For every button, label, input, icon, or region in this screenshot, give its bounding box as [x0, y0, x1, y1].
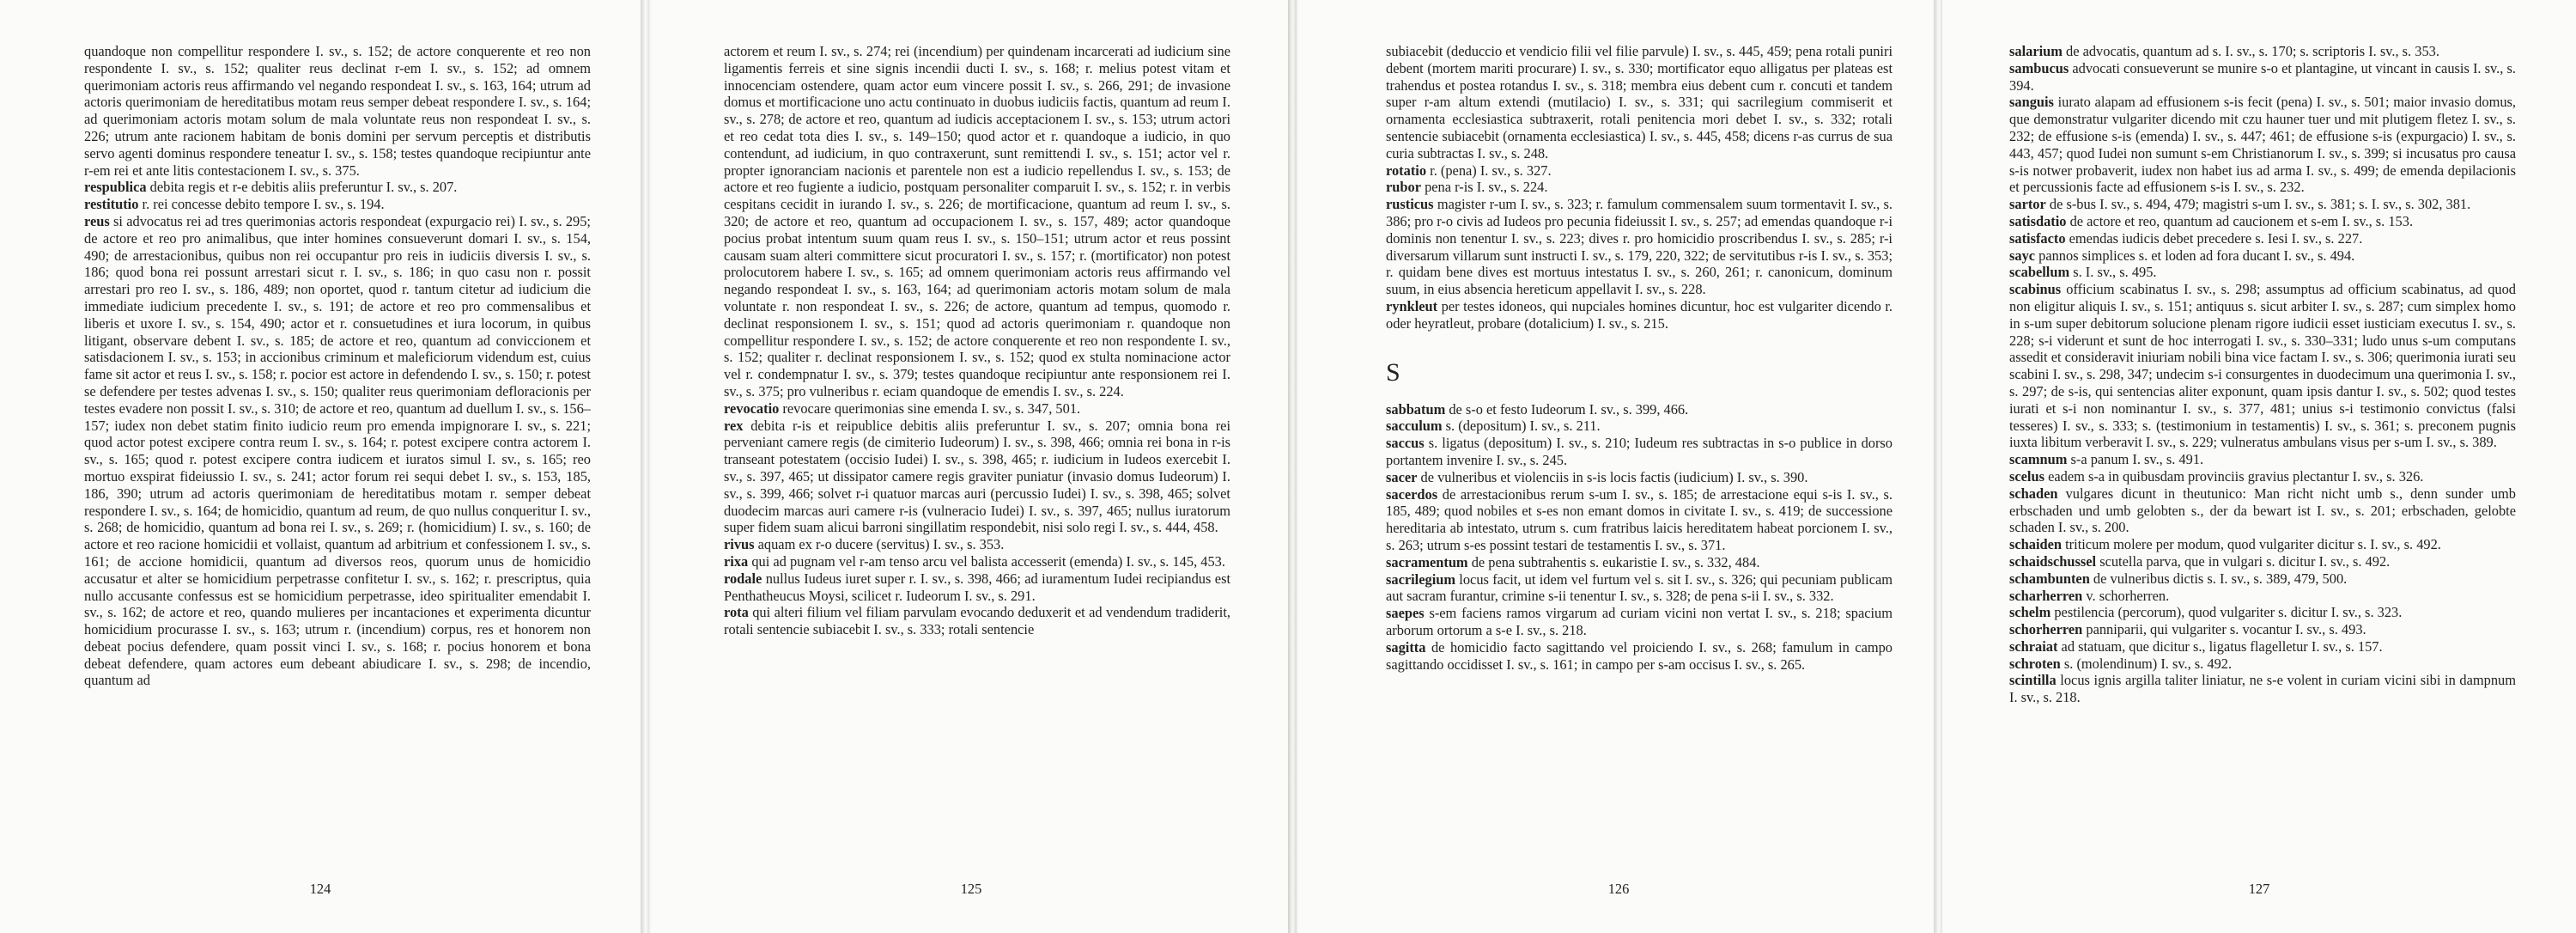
entry: scamnum s-a panum I. sv., s. 491. — [2009, 451, 2204, 468]
page-124 — [0, 0, 641, 933]
page-126 — [1298, 0, 1939, 933]
entry: rusticus magister r-um I. sv., s. 323; r. famulum commensalem suum tormentavit I. sv., s. 386; pro r-o civis ad Iudeos pro pecunia fideiussit I. sv., s. 257; ad emendas quandoque r-i dominis non tenentur I. sv., s. 223; dives r. pro homicidio proscribendus I. sv., s. 285; r-i diversarum villarum sunt instructi I. sv., s. 179, 220, 322; de servitutibus r-is I. sv., s. 353; r. quidam bene dives est mortuus intestatus I. sv., s. 260, 261; r. canonicum, dominum suum, in eius absencia hereticum appellavit I. sv., s. 228. — [1386, 196, 1893, 298]
entry: sacramentum de pena subtrahentis s. eukaristie I. sv., s. 332, 484. — [1386, 553, 1760, 570]
entry: rubor pena r-is I. sv., s. 224. — [1386, 179, 1548, 196]
page-gutter — [1934, 0, 1942, 933]
entry: schaden vulgares dicunt in theutunico: Man richt nicht umb s., denn sunder umb erbschaden und umb gelobten s., der da bewart ist I. sv., s. 201; erbschaden, gelobte schaden I. sv., s. 200. — [2009, 485, 2516, 536]
entry: respublica debita regis et r-e debitis aliis preferuntur I. sv., s. 207. — [84, 179, 458, 196]
entry: sambucus advocati consueverunt se munire s-o et plantagine, ut vincant in causis I. sv., s. 394. — [2009, 59, 2516, 94]
entry: sagitta de homicidio facto sagittando vel proiciendo I. sv., s. 268; famulum in campo sagittando occidisset I. sv., s. 161; in campo per s-am occisus I. sv., s. 265. — [1386, 638, 1893, 673]
entry: rodale nullus Iudeus iuret super r. I. sv., s. 398, 466; ad iuramentum Iudei recipiandus est Penthatheucus Moysi, scilicet r. Iudeorum I. sv., s. 291. — [724, 570, 1230, 604]
entry: sabbatum de s-o et festo Iudeorum I. sv., s. 399, 466. — [1386, 400, 1689, 418]
section-letter: S — [1386, 357, 1400, 387]
entry: sayc pannos simplices s. et loden ad fora ducant I. sv., s. 494. — [2009, 247, 2355, 264]
entry: restitutio r. rei concesse debito tempore I. sv., s. 194. — [84, 196, 385, 213]
page-127-text — [2009, 43, 2516, 859]
entry: revocatio revocare querimonias sine emenda I. sv., s. 347, 501. — [724, 399, 1081, 417]
entry: rota qui alteri filium vel filiam parvulam evocando deduxerit et ad vendendum tradiderit, rotali sentencie subiacebit I. sv., s. 333; rotali sentencie — [724, 604, 1230, 638]
entry: rixa qui ad pugnam vel r-am tenso arcu vel balista accesserit (emenda) I. sv., s. 145, 453. — [724, 552, 1225, 570]
entry: rivus aquam ex r-o ducere (servitus) I. sv., s. 353. — [724, 536, 1005, 553]
entry: rotatio r. (pena) I. sv., s. 327. — [1386, 162, 1552, 179]
entry: schelm pestilencia (percorum), quod vulgariter s. dicitur I. sv., s. 323. — [2009, 604, 2403, 621]
entry: schraiat ad statuam, que dicitur s., ligatus flagelletur I. sv., s. 157. — [2009, 637, 2383, 655]
entry: rex debita r-is et reipublice debitis aliis preferuntur I. sv., s. 207; omnia bona rei perveniant camere regis (de cimiterio Iudeorum) I. sv., s. 398, 466; omnia rei bona in r-is transeant potestatem (occisio Iudei) I. sv., s. 398, 465; r. iudicium in Iudeos exercebit I. sv., s. 397, 465; ut dissipator camere regis graviter puniatur (invasio domus Iudeorum) I. sv., s. 399, 466; solvet r-i quatuor marcas auri (percussio Iudei) I. sv., s. 398, 465; solvet duodecim marcas auri camere r-is (vulneracio Iudei) I. sv., s. 397, 465; nullus iuratorum super fidem suam alicui barroni singillatim respondebit, nisi solo regi I. sv., s. 444, 458. — [724, 417, 1230, 536]
entry: scharherren v. schorherren. — [2009, 587, 2170, 604]
entry: sacerdos de arrestacionibus rerum s-um I. sv., s. 185; de arrestacione equi s-is I. sv., s. 185, 489; quod nobiles et s-es non emant domos in civitate I. sv., s. 419; de successione hereditaria ab intestato, utrum s. cum fratribus laicis hereditatem habeat porcionem I. sv., s. 263; utrum s-es possint testari de testamentis I. sv., s. 371. — [1386, 485, 1893, 553]
entry: schaiden triticum molere per modum, quod vulgariter dicitur s. I. sv., s. 492. — [2009, 536, 2441, 553]
entry: schorherren panniparii, qui vulgariter s. vocantur I. sv., s. 493. — [2009, 621, 2366, 638]
page-125-text — [724, 43, 1230, 859]
page-number: 127 — [2248, 881, 2270, 897]
entry: schambunten de vulneribus dictis s. I. sv., s. 389, 479, 500. — [2009, 570, 2348, 587]
entry: sacrilegium locus facit, ut idem vel furtum vel s. sit I. sv., s. 326; qui pecuniam publicam aut sacram furantur, crimine s-ii tenentur I. sv., s. 328; de pena s-ii I. sv., s. 332. — [1386, 570, 1893, 605]
page-gutter — [1288, 0, 1297, 933]
page-126-text — [1386, 43, 1893, 859]
entry: scabellum s. I. sv., s. 495. — [2009, 264, 2157, 281]
entry: sacculum s. (depositum) I. sv., s. 211. — [1386, 418, 1601, 435]
entry: subiacebit (deduccio et vendicio filii vel filie parvule) I. sv., s. 445, 459; pena rotali puniri debent (mortem mariti procurare) I. sv., s. 330; mortificator equo alligatus per plateas est trahendus et postea rotandus I. sv., s. 318; membra eius debent cum r. concuti et tandem super r-am altum extendi (mutilacio) I. sv., s. 331; qui sacrilegium commiserit et ornamenta ecclesiastica subtraxerit, rotali penitencia mori debet I. sv., s. 332; rotali sentencie subiacebit (ornamenta ecclesiastica) I. sv., s. 445, 458; dicens r-as currus de sua curia subtractas I. sv., s. 248. — [1386, 43, 1893, 162]
entry: scelus eadem s-a in quibusdam provinciis gravius plectantur I. sv., s. 326. — [2009, 467, 2424, 485]
page-125 — [651, 0, 1291, 933]
entry: quandoque non compellitur respondere I. sv., s. 152; de actore conquerente et reo non respondente I. sv., s. 152; qualiter reus declinat r-em I. sv., s. 152; ad omnem querimoniam actoris reus affirmando vel negando respondeat I. sv., s. 163, 164; utrum ad actoris querimoniam de hereditatibus motam reus semper debeat respondere I. sv., s. 164; ad querimoniam actoris motam solum de mala voluntate reus non respondeat I. sv., s. 226; utrum ante racionem habitam de bonis domini per servum perceptis et distributis servo agenti dominus respondere teneatur I. sv., s. 158; testes quandoque recipiuntur ante r-em rei et ante litis contestacionem I. sv., s. 375. — [84, 43, 591, 179]
page-number: 126 — [1607, 881, 1630, 897]
entry: sartor de s-bus I. sv., s. 494, 479; magistri s-um I. sv., s. 381; s. I. sv., s. 302, 381. — [2009, 196, 2471, 213]
entry: reus si advocatus rei ad tres querimonias actoris respondeat (expurgacio rei) I. sv., s. 295; de actore et reo pro animalibus, que inter homines consueverunt domari I. sv., s. 154, 490; de arrestacionibus, quibus non rei occupantur pro reis in iudiciis diversis I. sv., s. 186; quod bona rei possunt arrestari sicut r. I. sv., s. 186; in quo casu non r. possit arrestari pro reo I. sv., s. 186, 489; non oportet, quod r. tantum citetur ad iudicium die immediate iudicium precedente I. sv., s. 191; de actore et reo pro commensalibus et liberis et uxore I. sv., s. 154, 490; actor et r. consuetudines et iura locorum, in quibus litigant, observare debent I. sv., s. 185; de actore et reo, quantum ad conviccionem et satisdacionem I. sv., s. 153; in accionibus criminum et maleficiorum videndum est, cuius fame sit actor et reus I. sv., s. 158; r. pocior est actore in defendendo I. sv., s. 150; r. potest se defendere per testes advenas I. sv., s. 150; qualiter reus querimoniam defloracionis per testes evadere non possit I. sv., s. 310; de actore et reo, quantum ad duellum I. sv., s. 156–157; iudex non debet statim finito iudicio reum pro emenda impignorare I. sv., s. 221; quod actor potest excipere contra reum I. sv., s. 164; r. potest excipere contra actorem I. sv., s. 165; quod r. potest excipere contra iudicem et iuratos simul I. sv., s. 165; reo mortuo exspirat fideiussio I. sv., s. 241; actor forum rei sequi debet I. sv., s. 153, 185, 186, 390; utrum ad actoris querimoniam de hereditatibus motam r. semper debeat respondere I. sv., s. 164; de homicidio, quantum ad reum, de quo nullus conqueritur I. sv., s. 268; de homicidio, quantum ad bona rei I. sv., s. 269; r. (homicidium) I. sv., s. 160; de actore et reo racione homicidii et vollaist, quantum ad arbitrium et confessionem I. sv., s. 161; de accione homidicii, quantum ad diversos reos, quorum unus de homicidio accusatur et alter se homicidium perpetrasse confitetur I. sv., s. 162; r. prescriptus, quia nullo accusante confessus est se homicidium perpetrasse, ideo spiritualiter emendabit I. sv., s. 162; de actore et reo, quando mulieres per incantaciones et experimenta dicuntur homicidium procurasse I. sv., s. 163; utrum r. (incendium) corpus, res et honorem non debeat pocius defendere, quam possit vinci I. sv., s. 168; r. pocius honorem et bona debeat defendere, quam actores eum debeant abiudicare I. sv., s. 298; de incendio, quantum ad — [84, 212, 591, 689]
entry: satisfacto emendas iudicis debet precedere s. Iesi I. sv., s. 227. — [2009, 229, 2363, 247]
entry: schaidschussel scutella parva, que in vulgari s. dicitur I. sv., s. 492. — [2009, 552, 2391, 570]
page-gutter — [641, 0, 649, 933]
entry: scabinus officium scabinatus I. sv., s. 298; assumptus ad officium scabinatus, ad quod non eligitur aliquis I. sv., s. 151; antiquus s. sicut arbiter I. sv., s. 287; cum simplex homo in s-um super debitorum solucione plenam rigore iudicii esset iusticiam executus I. sv., s. 228; s-i viderunt et sunt de hoc interrogati I. sv., s. 330–331; ludo unus s-um computans assedit et consideravit iniuriam nobili bina vice factam I. sv., s. 306; querimonia iurati seu scabini I. sv., s. 298, 347; undecim s-i consurgentes in duodecimum una querimonia I. sv., s. 297; de s-is, qui sentencias aliter exponunt, quam ipsis dantur I. sv., s. 502; quod testes iurati et s-i non nominantur I. sv., s. 377, 481; unius s-i testimonio convictus (falsi tesseres) I. sv., s. 333; s. (testimonium in testamentis) I. sv., s. 361; s. preconem pugnis iuxta libitum verberavit I. sv., s. 229; vulneratus ambulans visus per s-um I. sv., s. 389. — [2009, 281, 2516, 451]
page-127 — [1942, 0, 2576, 933]
entry: rynkleut per testes idoneos, qui nupciales homines dicuntur, hoc est vulgariter dicendo r. oder heyratleut, probare (dotalicium) I. sv., s. 215. — [1386, 297, 1893, 332]
page-number: 124 — [309, 881, 331, 897]
entry: saepes s-em faciens ramos virgarum ad curiam vicini non vertat I. sv., s. 218; spacium arborum ortorum a s-e I. sv., s. 218. — [1386, 605, 1893, 638]
entry: salarium de advocatis, quantum ad s. I. sv., s. 170; s. scriptoris I. sv., s. 353. — [2009, 43, 2439, 59]
entry: satisdatio de actore et reo, quantum ad caucionem et s-em I. sv., s. 153. — [2009, 212, 2414, 229]
page-number: 125 — [960, 881, 982, 897]
entry: sanguis iurato alapam ad effusionem s-is fecit (pena) I. sv., s. 501; maior invasio domus, que demonstratur vulgariter dicendo mit czu hauner tuer und mit plutigem fletez I. sv., s. 232; de effusione s-is (emenda) I. sv., s. 447; 461; de effusione s-is (expurgacio) I. sv., s. 443, 457; quod Iudei non sumunt s-em Christianorum I. sv., s. 399; si incusatus pro causa s-is notwer probaverit, iudex non habet ius ad arma I. sv., s. 499; de emenda depilacionis et percussionis facte ad effusionem s-is I. sv., s. 232. — [2009, 94, 2516, 196]
entry: sacer de vulneribus et violenciis in s-is locis factis (iudicium) I. sv., s. 390. — [1386, 468, 1808, 485]
entry: scintilla locus ignis argilla taliter liniatur, ne s-e volent in curiam vicini sibi in dampnum I. sv., s. 218. — [2009, 672, 2516, 706]
entry: schroten s. (molendinum) I. sv., s. 492. — [2009, 655, 2233, 672]
entry: actorem et reum I. sv., s. 274; rei (incendium) per quindenam incarcerati ad iudicium sine ligamentis ferreis et sine signis incendii ducti I. sv., s. 168; r. melius potest vitam et innocenciam ostendere, quam actor eum vincere possit I. sv., s. 266, 291; de invasione domus et mortificacione uno actu continuato in duobus iudiciis factis, quantum ad reum I. sv., s. 278; de actore et reo, quantum ad iudicis acceptacionem I. sv., s. 153; utrum actori et reo cedat tota dies I. sv., s. 149–150; quod actor et r. quandoque a iudicio, in quo contendunt, ad iudicium, in quo contraxerunt, sunt remittendi I. sv., s. 151; actor vel r. propter ignoranciam nacionis et parentele non est a iudicio repellendus I. sv., s. 153; de actore et reo fugiente a iudicio, postquam personaliter comparuit I. sv., s. 152; r. in verbis cespitans cecidit in iurando I. sv., s. 226; de mortificacione, quantum ad reum I. sv., s. 320; de actore et reo, quantum ad occupacionem I. sv., s. 157, 489; actor quandoque pocius probat intentum suum quam reus I. sv., s. 150–151; utrum actor et reus possint causam suam alteri committere sicut procuratori I. sv., s. 157; r. (mortificator) non potest prolocutorem habere I. sv., s. 165; ad omnem querimoniam actoris reus affirmando vel negando respondeat I. sv., s. 163, 164; ad querimoniam actoris motam solum de mala voluntate r. non respondeat I. sv., s. 226; de actore, quantum ad tempus, quomodo r. declinat responsionem I. sv., s. 151; quod ad actoris querimoniam r. quandoque non compellitur respondere I. sv., s. 152; de actore conquerente et reo non respondente I. sv., s. 152; qualiter r. declinat responsionem I. sv., s. 152; quod ex stulta nominacione actor vel r. condempnatur I. sv., s. 379; testes quandoque recipiuntur ante responsionem rei I. sv., s. 375; pro vulneribus r. eciam quandoque de emendis I. sv., s. 224. — [724, 43, 1230, 399]
page-124-text — [84, 43, 591, 859]
entry: saccus s. ligatus (depositum) I. sv., s. 210; Iudeum res subtractas in s-o publice in dorso portantem invenire I. sv., s. 245. — [1386, 435, 1893, 468]
